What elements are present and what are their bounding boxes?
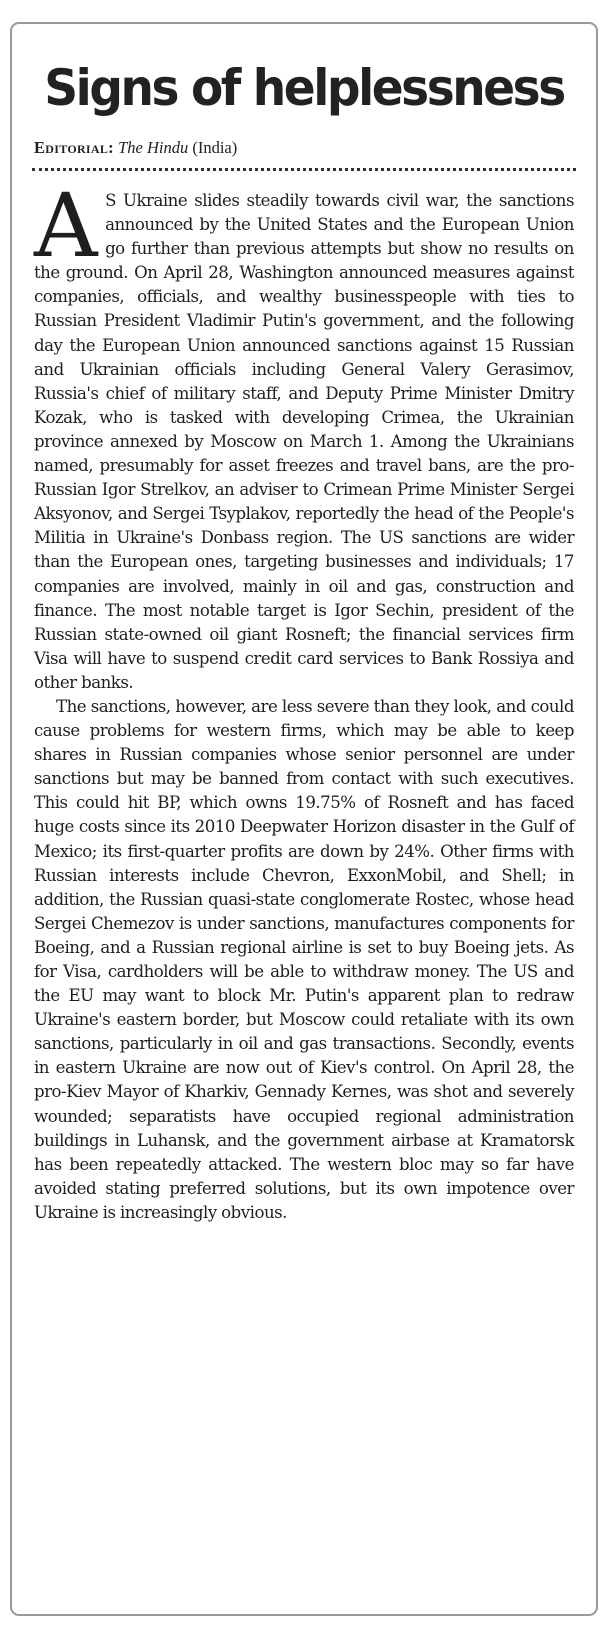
article-paragraph-1 — [34, 174, 574, 695]
byline-label: Editorial: — [34, 138, 114, 157]
article-body — [34, 174, 574, 1225]
byline-source: The Hindu — [118, 138, 189, 157]
headline: Signs of helplessness — [44, 59, 564, 117]
byline-country: (India) — [192, 138, 238, 157]
article-paragraph-2: The sanctions, however, are less severe than they look, and could cause problems for western firms, which may be able to keep shares in Russian companies whose senior personnel are under sanctions but may be banned from contact with such executives. This could hit BP, which owns 19.75% of Rosneft and has faced huge costs since its 2010 Deepwater Horizon disaster in the Gulf of Mexico; its first-quarter profits are down by 24%. Other firms with Russian interests include Chevron, ExxonMobil, and Shell; in addition, the Russian quasi-state conglomerate Rostec, whose head Sergei Chemezov is under sanctions, manufactures components for Boeing, and a Russian regional airline is set to buy Boeing jets. As for Visa, cardholders will be able to withdraw money. The US and the EU may want to block Mr. Putin's apparent plan to redraw Ukraine's eastern border, but Moscow could retaliate with its own sanctions, particularly in oil and gas transactions. Secondly, events in eastern Ukraine are now out of Kiev's control. On April 28, the pro-Kiev Mayor of Kharkiv, Gennady Kernes, was shot and severely wounded; separatists have occupied regional administration buildings in Luhansk, and the government airbase at Kramatorsk has been repeatedly attacked. The western bloc may so far have avoided stating preferred solutions, but its own impotence over Ukraine is increasingly obvious. — [34, 696, 574, 1222]
article-frame — [10, 22, 598, 1616]
drop-cap: A — [34, 174, 98, 277]
byline — [34, 138, 596, 158]
dotted-divider — [32, 168, 576, 171]
paragraph-1-text: S Ukraine slides steadily towards civil war, the sanctions announced by the United States and the European Union go further than previous attempts but show no results on the ground. On April 28, Washington announced measures against companies, officials, and wealthy businesspeople with ties to Russian President Vladimir Putin's government, and the following day the European Union announced sanctions against 15 Russian and Ukrainian officials including General Valery Gerasimov, Russia's chief of military staff, and Deputy Prime Minister Dmitry Kozak, who is tasked with developing Crimea, the Ukrainian province annexed by Moscow on March 1. Among the Ukrainians named, presumably for asset freezes and travel bans, are the pro-Russian Igor Strelkov, an adviser to Crimean Prime Minister Sergei Aksyonov, and Sergei Tsyplakov, reportedly the head of the People's Militia in Ukraine's Donbass region. The US sanctions are wider than the European ones, targeting businesses and individuals; 17 companies are involved, mainly in oil and gas, construction and finance. The most notable target is Igor Sechin, president of the Russian state-owned oil giant Rosneft; the financial services firm Visa will have to suspend credit card services to Bank Rossiya and other banks. — [34, 191, 574, 692]
